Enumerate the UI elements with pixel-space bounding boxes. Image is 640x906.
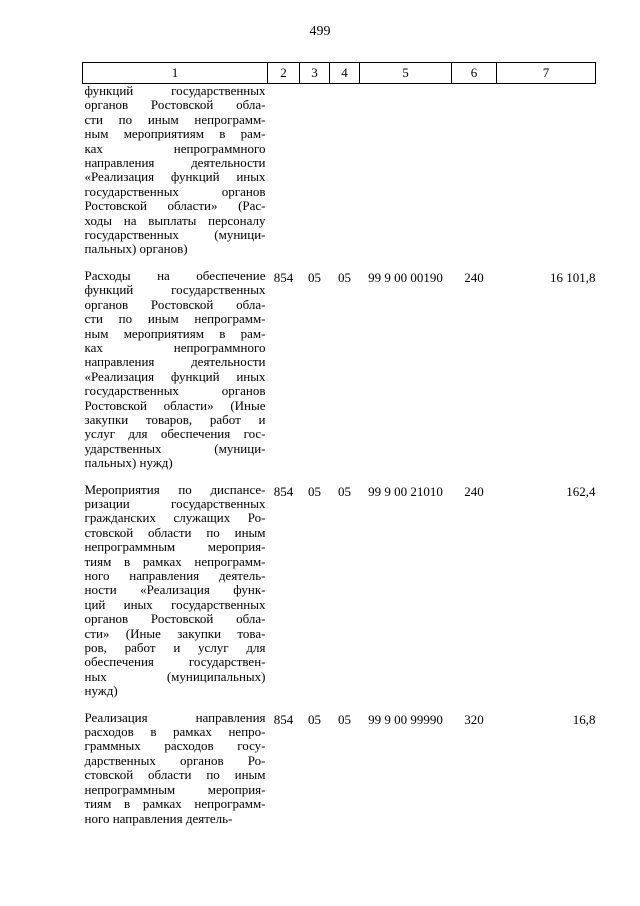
description-line: дарственных органов Ро- bbox=[84, 752, 266, 768]
table-row bbox=[83, 269, 596, 471]
description-line: ным мероприятиям в рам- bbox=[84, 325, 266, 341]
subsection-code: 05 bbox=[338, 711, 351, 727]
description-line: услуг для обеспечения гос- bbox=[84, 426, 266, 442]
section-code: 05 bbox=[308, 711, 321, 727]
subsection-code bbox=[330, 84, 360, 257]
table-row bbox=[83, 84, 596, 257]
page-number: 499 bbox=[309, 24, 331, 39]
description-line: государственных органов bbox=[84, 383, 266, 399]
amount: 16 101,8 bbox=[550, 269, 596, 285]
ministry-code: 854 bbox=[273, 711, 294, 727]
description-line: сти» (Иные закупки това- bbox=[84, 625, 266, 641]
table-row bbox=[83, 711, 596, 826]
description-line: направления деятельности bbox=[84, 155, 266, 171]
description-line: «Реализация функций иных bbox=[84, 169, 266, 185]
section-code: 05 bbox=[308, 269, 321, 285]
description-line: ного направления деятель- bbox=[84, 810, 233, 826]
description-line: пальных) органов) bbox=[84, 241, 188, 257]
description-line: ках непрограммного bbox=[84, 339, 266, 355]
spacer-cell bbox=[497, 471, 596, 483]
target-article-code: 99 9 00 99990 bbox=[368, 711, 443, 727]
description-line: Ростовской области» (Иные bbox=[84, 397, 266, 413]
description-line: непрограммным мероприя- bbox=[84, 539, 266, 555]
spacer-cell bbox=[83, 699, 268, 711]
description-line: Расходы на обеспечение bbox=[84, 267, 266, 283]
subsection-code: 05 bbox=[338, 269, 351, 285]
description-line: органов Ростовской обла- bbox=[84, 611, 266, 627]
row-spacer bbox=[83, 699, 596, 711]
description-line: «Реализация функций иных bbox=[84, 368, 266, 384]
description-line: стовской области по иным bbox=[84, 524, 266, 540]
column-header: 5 bbox=[360, 63, 452, 84]
spacer-cell bbox=[360, 471, 452, 483]
description-line: нужд) bbox=[84, 683, 118, 699]
spacer-cell bbox=[268, 257, 300, 269]
spacer-cell bbox=[330, 471, 360, 483]
table-header-row bbox=[83, 63, 596, 84]
description-line: ках непрограммного bbox=[84, 140, 266, 156]
description-line: непрограммным мероприя- bbox=[84, 781, 266, 797]
description-line: тиям в рамках непрограмм- bbox=[84, 796, 266, 812]
spacer-cell bbox=[83, 471, 268, 483]
spacer-cell bbox=[452, 471, 497, 483]
description-line: граммных расходов госу- bbox=[84, 738, 266, 754]
description-line: расходов в рамках непро- bbox=[84, 724, 266, 740]
description-line: ным мероприятиям в рам- bbox=[84, 126, 266, 142]
ministry-code bbox=[268, 84, 300, 257]
description-line: ного направления деятель- bbox=[84, 568, 266, 583]
description-line: государственных органов bbox=[84, 183, 266, 199]
row-description bbox=[83, 269, 268, 471]
row-spacer bbox=[83, 471, 596, 483]
expense-type-code: 240 bbox=[464, 483, 484, 499]
description-line: пальных) нужд) bbox=[84, 455, 173, 471]
description-line: органов Ростовской обла- bbox=[84, 296, 266, 312]
description-line: ций иных государственных bbox=[84, 596, 266, 612]
spacer-cell bbox=[452, 699, 497, 711]
spacer-cell bbox=[300, 699, 330, 711]
description-line: ных (муниципальных) bbox=[84, 668, 266, 684]
budget-table bbox=[82, 62, 596, 826]
description-line: направления деятельности bbox=[84, 354, 266, 370]
spacer-cell bbox=[300, 257, 330, 269]
description-line: функций государственных bbox=[84, 83, 266, 98]
description-line: Ростовской области» (Рас- bbox=[84, 198, 266, 214]
column-header: 1 bbox=[83, 63, 268, 84]
description-line: тиям в рамках непрограмм- bbox=[84, 553, 266, 569]
spacer-cell bbox=[360, 257, 452, 269]
row-description bbox=[83, 483, 268, 699]
description-line: Реализация направления bbox=[84, 709, 266, 725]
expense-type-code bbox=[452, 84, 497, 257]
description-line: органов Ростовской обла- bbox=[84, 97, 266, 113]
spacer-cell bbox=[300, 471, 330, 483]
row-description bbox=[83, 84, 268, 257]
description-line: функций государственных bbox=[84, 282, 266, 298]
amount: 16,8 bbox=[572, 711, 596, 727]
ministry-code: 854 bbox=[273, 269, 294, 285]
spacer-cell bbox=[452, 257, 497, 269]
description-line: сти по иным непрограмм- bbox=[84, 111, 266, 127]
spacer-cell bbox=[268, 471, 300, 483]
ministry-code: 854 bbox=[273, 483, 294, 499]
amount bbox=[497, 84, 596, 257]
description-line: государственных (муници- bbox=[84, 227, 266, 243]
subsection-code: 05 bbox=[338, 483, 351, 499]
spacer-cell bbox=[360, 699, 452, 711]
spacer-cell bbox=[330, 257, 360, 269]
description-line: ности «Реализация функ- bbox=[84, 582, 266, 598]
description-line: ходы на выплаты персоналу bbox=[84, 212, 266, 228]
row-description bbox=[83, 711, 268, 826]
description-line: Мероприятия по диспансе- bbox=[84, 481, 266, 497]
description-line: ударственных (муници- bbox=[84, 440, 266, 456]
description-line: гражданских служащих Ро- bbox=[84, 510, 266, 526]
spacer-cell bbox=[497, 257, 596, 269]
section-code: 05 bbox=[308, 483, 321, 499]
expense-type-code: 240 bbox=[464, 269, 484, 285]
table-row bbox=[83, 483, 596, 699]
section-code bbox=[300, 84, 330, 257]
spacer-cell bbox=[330, 699, 360, 711]
description-line: закупки товаров, работ и bbox=[84, 411, 266, 427]
column-header: 7 bbox=[497, 63, 596, 84]
spacer-cell bbox=[497, 699, 596, 711]
spacer-cell bbox=[268, 699, 300, 711]
column-header: 2 bbox=[268, 63, 300, 84]
description-line: обеспечения государствен- bbox=[84, 654, 266, 670]
amount: 162,4 bbox=[566, 483, 596, 499]
expense-type-code: 320 bbox=[464, 711, 484, 727]
description-line: ров, работ и услуг для bbox=[84, 640, 266, 656]
target-article-code bbox=[360, 84, 452, 257]
description-line: ризации государственных bbox=[84, 495, 266, 511]
description-line: сти по иным непрограмм- bbox=[84, 311, 266, 327]
target-article-code: 99 9 00 21010 bbox=[368, 483, 443, 499]
column-header: 3 bbox=[300, 63, 330, 84]
target-article-code: 99 9 00 00190 bbox=[368, 269, 443, 285]
column-header: 4 bbox=[330, 63, 360, 84]
description-line: стовской области по иным bbox=[84, 767, 266, 783]
column-header: 6 bbox=[452, 63, 497, 84]
